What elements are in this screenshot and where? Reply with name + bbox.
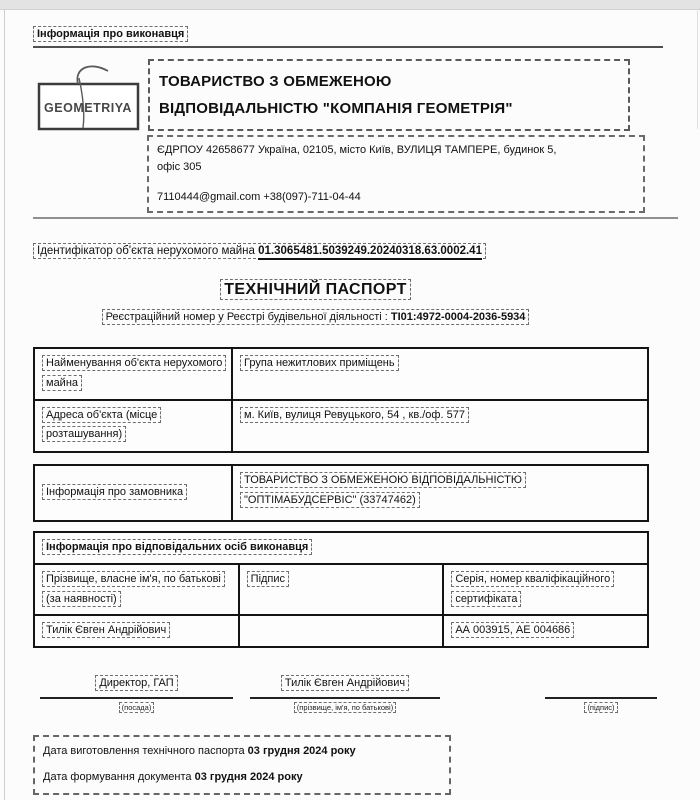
object-info-table [33,347,649,453]
responsible-signature-cell [239,615,444,647]
table-row [34,615,648,647]
page-right-edge [697,9,698,129]
responsible-certificate-value: АА 003915, АЕ 004686 [451,622,574,638]
company-logo [34,58,146,138]
signature-position-caption-text: (посада) [119,702,155,713]
object-identifier-row [33,241,486,263]
page-left-edge [4,9,5,800]
registry-number-row [33,311,598,323]
responsible-section-title: Інформація про відповідальних осіб виконавця [42,539,312,555]
table-row [34,400,648,452]
responsible-signature-header: Підпис [247,571,289,587]
object-name-value-cell [232,348,648,400]
signature-sign-caption-text: (підпис) [584,702,617,713]
company-contacts: 7110444@gmail.com +38(097)-711-04-44 [157,191,361,204]
signature-name-caption-text: (прізвище, ім'я, по батькові) [294,702,396,713]
section-divider-line [33,217,678,219]
object-name-label-cell [34,348,232,400]
company-contact-block [147,135,645,213]
responsible-certificate-header-cell [443,564,648,616]
date-formed-label: Дата формування документа [43,770,192,783]
signature-name-text: Тилік Євген Андрійович [281,675,409,691]
document-title: ТЕХНІЧНИЙ ПАСПОРТ [220,279,411,300]
object-address-label-cell [34,400,232,452]
registry-number [102,309,530,325]
object-identifier [33,243,486,259]
signature-name-caption [250,703,440,712]
signature-block-position [40,674,233,712]
page-top-margin [0,0,700,10]
responsible-name-header-cell [34,564,239,616]
customer-label-cell [34,465,232,521]
signature-line [545,697,657,699]
company-name-line1: ТОВАРИСТВО З ОБМЕЖЕНОЮ [159,73,392,90]
signature-position-value [40,674,233,694]
signature-sign-caption [545,703,657,712]
responsible-signature-header-cell [239,564,444,616]
responsible-section-title-cell [34,532,648,564]
responsible-persons-table [33,531,649,648]
header-divider-line [33,46,663,48]
date-formed-line [43,769,441,786]
company-name-block [148,59,630,131]
object-address-value-cell [232,400,648,452]
document-dates-block [33,735,451,795]
geometriya-logo-icon [34,58,146,138]
responsible-name-header: Прізвище, власне ім'я, по батькові (за наявності) [42,571,225,607]
responsible-certificate-cell [443,615,648,647]
customer-value-cell [232,465,648,521]
table-row [34,532,648,564]
date-formed-value: 03 грудня 2024 року [194,770,303,783]
responsible-certificate-header: Серія, номер кваліфікаційного сертифіката [451,571,614,607]
signature-sign-empty [545,674,657,694]
document-title-row [33,281,598,299]
signature-block-name [250,674,440,712]
responsible-name-cell [34,615,239,647]
object-address-value: м. Київ, вулиця Ревуцького, 54 , кв./оф. 577 [240,407,469,423]
table-row [34,564,648,616]
object-address-label: Адреса об'єкта (місце розташування) [42,407,161,443]
signature-position-caption [40,703,233,712]
signature-line [250,697,440,699]
object-name-value: Група нежитлових приміщень [240,355,399,371]
signature-block-sign [545,674,657,712]
signature-name-value [250,674,440,694]
responsible-name-value: Тилік Євген Андрійович [42,622,170,638]
company-name-line2: ВІДПОВІДАЛЬНІСТЮ "КОМПАНІЯ ГЕОМЕТРІЯ" [159,100,513,117]
object-identifier-label: Ідентифікатор об'єкта нерухомого майна [37,245,255,257]
svg-text:GEOMETRIYA: GEOMETRIYA [44,101,132,115]
signature-line [40,697,233,699]
object-identifier-value: 01.3065481.5039249.20240318.63.0002.41 [258,245,482,260]
customer-value-line2: "ОПТІМАБУДСЕРВІС" (33747462) [240,492,420,508]
date-made-line [43,743,441,760]
company-address-line2: офіс 305 [157,161,202,174]
executor-section-label [33,28,188,40]
company-address-line1: ЄДРПОУ 42658677 Україна, 02105, місто Київ, ВУЛИЦЯ ТАМПЕРЕ, будинок 5, [157,144,557,156]
customer-value-line1: ТОВАРИСТВО З ОБМЕЖЕНОЮ ВІДПОВІДАЛЬНІСТЮ [240,472,526,488]
date-made-value: 03 грудня 2024 року [247,745,356,757]
customer-info-table [33,464,649,522]
object-name-label: Найменування об'єкта нерухомого майна [42,355,226,391]
signature-position-text: Директор, ГАП [95,675,177,691]
date-made-label: Дата виготовлення технічного паспорта [43,745,245,757]
executor-section-label-text: Інформація про виконавця [33,26,188,42]
table-row [34,465,648,521]
registry-number-label: Реєстраційний номер у Реєстрі будівельної діяльності : [105,311,388,323]
registry-number-value: ТІ01:4972-0004-2036-5934 [390,311,526,323]
customer-label: Інформація про замовника [42,484,187,500]
table-row [34,348,648,400]
